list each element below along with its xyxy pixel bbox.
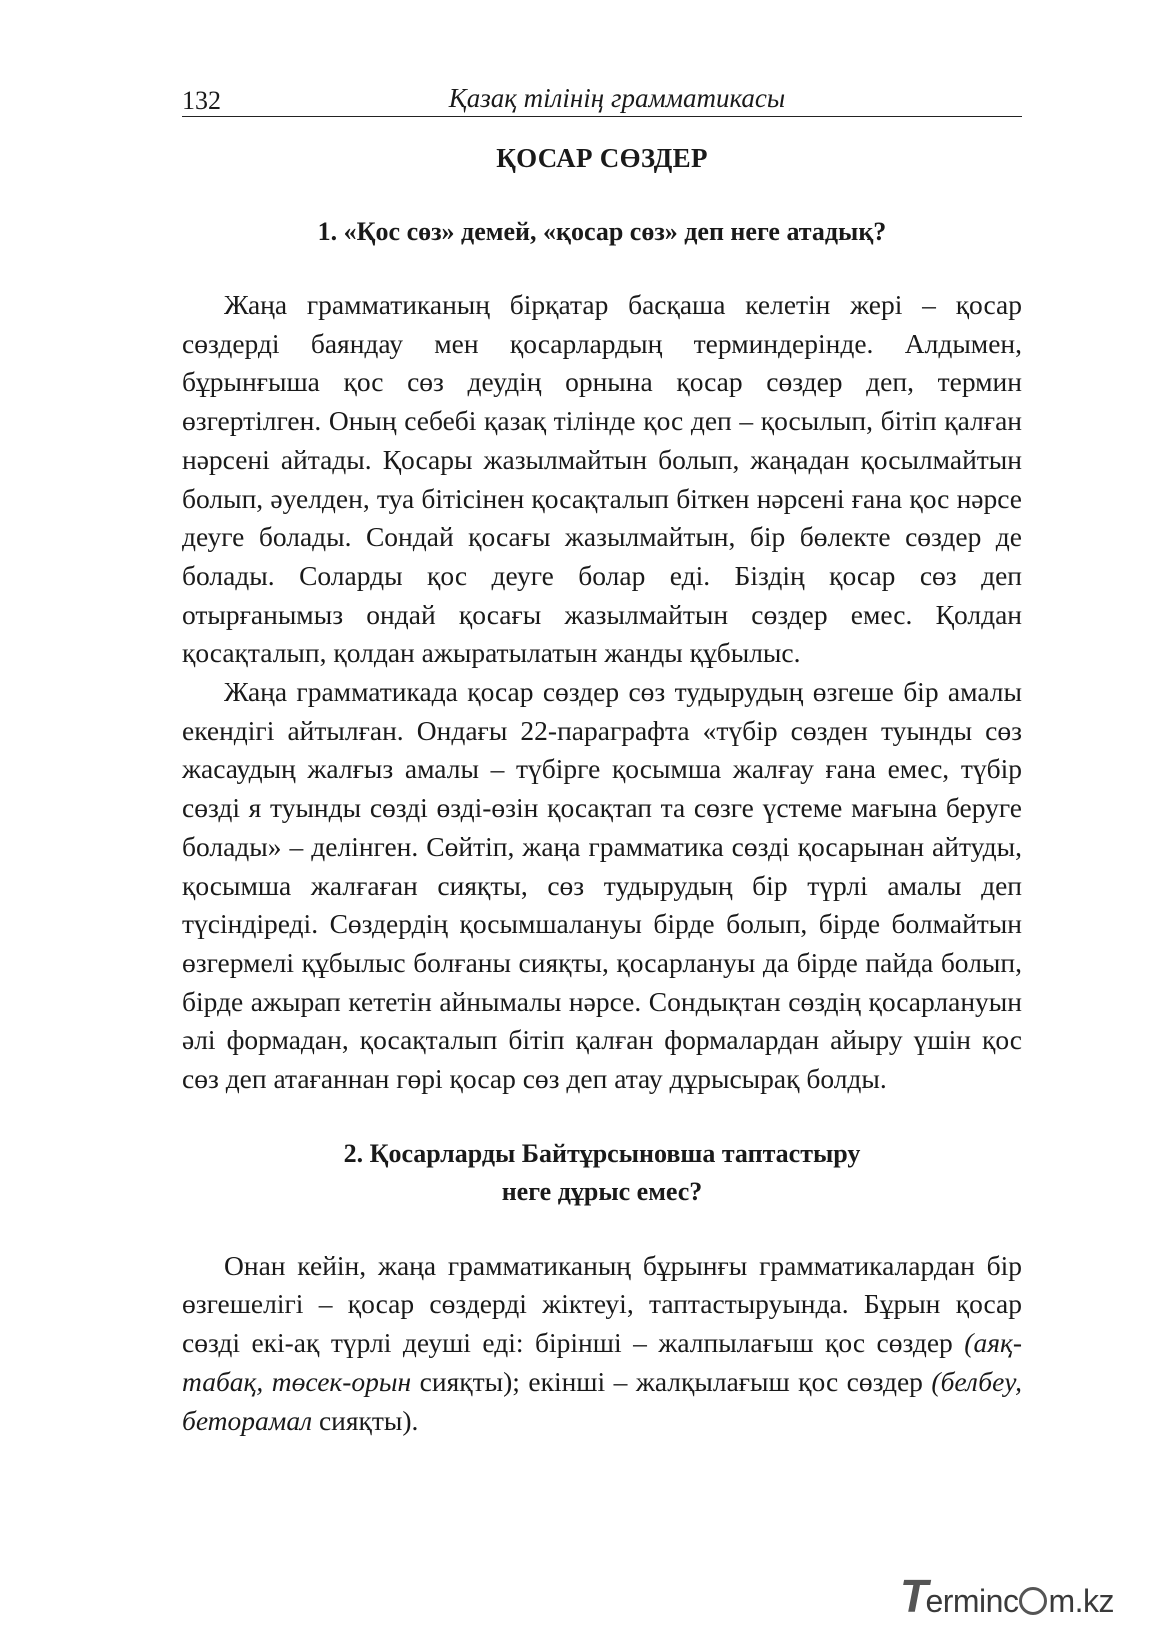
page-header — [182, 72, 1022, 117]
chapter-title: ҚОСАР СӨЗДЕР — [496, 143, 708, 173]
example-italic: (аяқ-табақ, төсек-орын — [182, 1327, 1022, 1397]
watermark-letter-t: T — [899, 1570, 928, 1622]
section-1-paragraph-2: Жаңа грамматикада қосар сөздер сөз тудырудың өзгеше бір амалы екендігі айтылған. Ондағы 22-параграфта «түбір сөзден туынды сөз жасаудың жалғыз амалы – түбірге қосымша жалғау ғана емес, түбір сөзді я туынды сөзді өзді-өзін қосақтап та сөзге үстеме мағына беруге болады» – делінген. Сөйтіп, жаңа грамматика сөзді қосарынан айтуды, қосымша жалғаған сияқты, сөз тудырудың бір түрлі амалы деп түсіндіреді. Сөздердің қосымшалануы бірде болып, бірде болмайтын өзгермелі құбылыс болғаны сияқты, қосарлануы да бірде пайда болып, бірде ажырап кететін айнымалы нәрсе. Сондықтан сөздің қосарлануын әлі формадан, қосақталып бітіп қалған формалардан айыру үшін қос сөз деп атағаннан гөрі қосар сөз деп атау дұрысырақ болды. — [182, 676, 1022, 1095]
paragraph-text: сияқты). — [312, 1404, 419, 1436]
section-2-paragraph — [182, 1247, 1022, 1441]
section-1-paragraph-1: Жаңа грамматиканың бірқатар басқаша келетін жері – қосар сөздерді баяндау мен қосарлардың терминдерінде. Алдымен, бұрынғыша қос сөз деудің орнына қосар сөздер деп, термин өзгертілген. Оның себебі қазақ тілінде қос деп – қосылып, бітіп қалған нәрсені айтады. Қосары жазылмайтын болып, жаңадан қосылмайтын болып, әуелден, туа бітісінен қосақталып біткен нәрсені ғана қос нәрсе деуге болады. Сондай қосағы жазылмайтын, бір бөлекте сөздер де болады. Соларды қос деуге болар еді. Біздің қосар сөз деп отырғанымыз ондай қосағы жазылмайтын сөздер емес. Қолдан қосақталып, қолдан ажыратылатын жанды құбылыс. — [182, 289, 1022, 669]
example-italic: (белбеу, беторамал — [182, 1365, 1022, 1436]
paragraph-text: сияқты); екінші – жалқылағыш қос сөздер — [411, 1365, 932, 1397]
section-2-title — [182, 1135, 1022, 1211]
section-2-title-line-1: 2. Қосарларды Байтұрсыновша таптастыру — [343, 1138, 861, 1168]
paragraph-text: Онан кейін, жаңа грамматиканың бұрынғы грамматикалардан бір өзгешелігі – қосар сөздерді жіктеуі, таптастыруында. Бұрын қосар сөзді екі-ақ түрлі деуші еді: бірінші – жалпылағыш қос сөздер — [182, 1249, 1022, 1359]
section-1-title: 1. «Қос сөз» демей, «қосар сөз» деп неге атадық? — [317, 217, 887, 246]
section-2-title-line-2: неге дұрыс емес? — [501, 1176, 703, 1206]
running-head: Қазақ тілінің грамматикасы — [448, 83, 786, 113]
watermark-text-end: m.kz — [1048, 1583, 1114, 1619]
document-page — [182, 72, 1022, 1440]
watermark-text: erminc — [925, 1583, 1019, 1619]
termincom-watermark — [900, 1569, 1114, 1623]
magnifier-icon — [1019, 1587, 1047, 1615]
page-number: 132 — [182, 86, 221, 115]
